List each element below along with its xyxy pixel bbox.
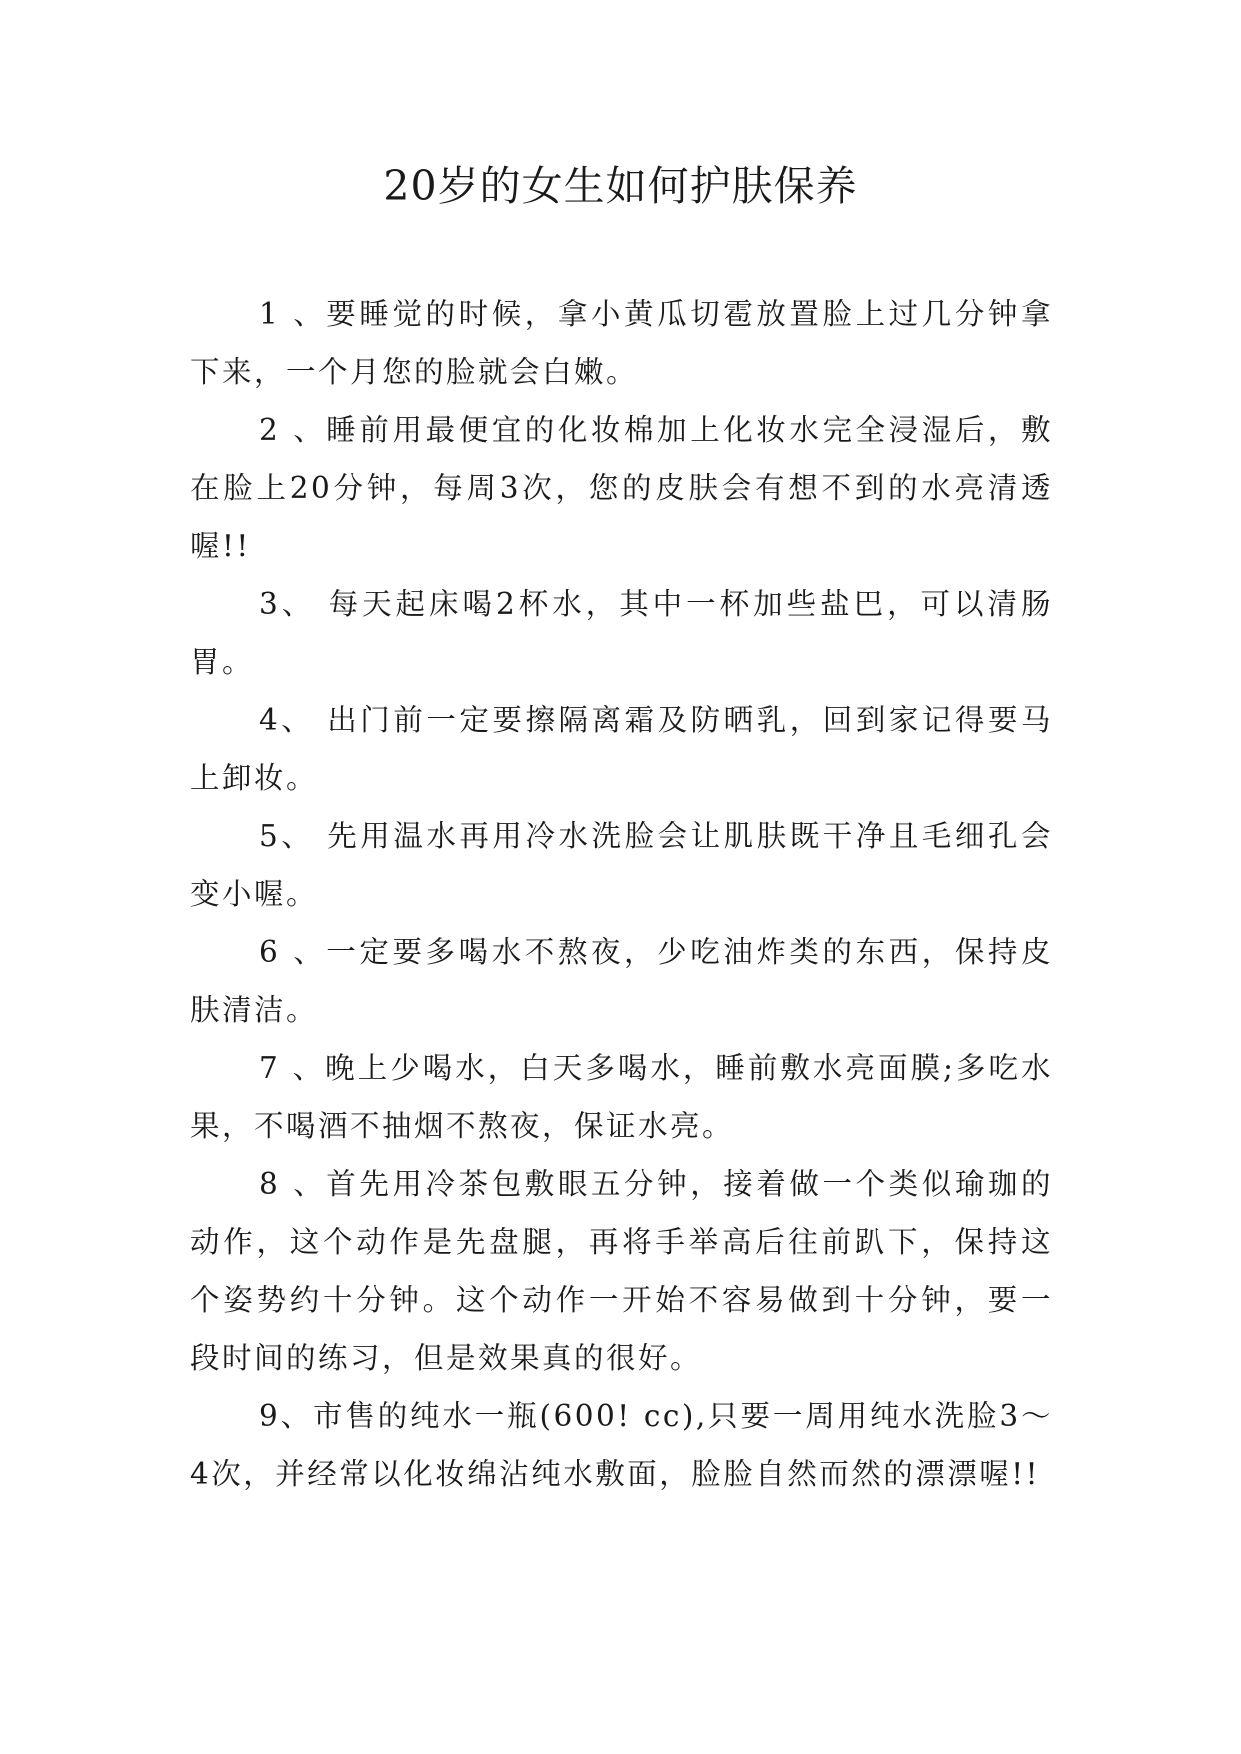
paragraph-3: 3、 每天起床喝2杯水，其中一杯加些盐巴，可以清肠胃。 xyxy=(190,587,1053,679)
paragraph-9: 9、市售的纯水一瓶(600! cc),只要一周用纯水洗脸3～4次，并经常以化妆绵沾纯水敷面，脸脸自然而然的漂漂喔!! xyxy=(190,1399,1053,1491)
paragraph-2: 2 、睡前用最便宜的化妆棉加上化妆水完全浸湿后，敷在脸上20分钟，每周3次，您的皮肤会有想不到的水亮清透喔!! xyxy=(190,413,1053,563)
document-body xyxy=(190,285,1053,1503)
paragraph-1: 1 、要睡觉的时候，拿小黄瓜切雹放置脸上过几分钟拿下来，一个月您的脸就会白嫩。 xyxy=(190,297,1053,389)
paragraph-8: 8 、首先用冷茶包敷眼五分钟，接着做一个类似瑜珈的动作，这个动作是先盘腿，再将手举高后往前趴下，保持这个姿势约十分钟。这个动作一开始不容易做到十分钟，要一段时间的练习，但是效果真的很好。 xyxy=(190,1167,1053,1375)
document-title: 20岁的女生如何护肤保养 xyxy=(383,162,858,210)
paragraph-4: 4、 出门前一定要擦隔离霜及防晒乳，回到家记得要马上卸妆。 xyxy=(190,703,1053,795)
paragraph-7: 7 、晚上少喝水，白天多喝水，睡前敷水亮面膜;多吃水果，不喝酒不抽烟不熬夜，保证水亮。 xyxy=(190,1051,1053,1143)
paragraph-6: 6 、一定要多喝水不熬夜，少吃油炸类的东西，保持皮肤清洁。 xyxy=(190,935,1053,1027)
paragraph-5: 5、 先用温水再用冷水洗脸会让肌肤既干净且毛细孔会变小喔。 xyxy=(190,819,1053,911)
